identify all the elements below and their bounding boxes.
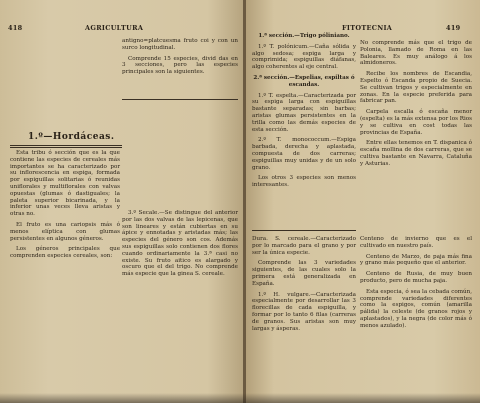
left-col-right-bottom	[122, 210, 238, 282]
paragraph: 3.º Secale.—Se distingue del anterior por las dos valvas de las lepicenas, que son lineares y están cubiertas en su ápice y ennotadas y aristadas más; las especies del género son cos. Además sus espiguillas solo contienen dos flores cuando ordinariamente la 3.ª casi no existe. Su fruto aitico es alargado y oscuro que el del trigo. No comprende más especie que la ginea S. cereale.	[122, 210, 238, 278]
paragraph: antigno=platcuesma fruto coi y con un surco longitudinal.	[122, 38, 238, 51]
paragraph: Comprende 15 especies, divid das en 3 secciones, pero las especies principales son la siguientes.	[122, 55, 238, 76]
left-col-right-top	[122, 38, 238, 80]
paragraph: Centeno de Marzo, de paja más fina y grano más pequeño que el anterior.	[360, 253, 472, 267]
left-col-left	[10, 150, 120, 264]
section-heading: 2.ª sección.—Espelias, espiltas ó escandas.	[253, 74, 355, 88]
right-col-b-bottom	[360, 236, 472, 334]
page-bottom-shadow	[0, 393, 480, 403]
right-page	[246, 0, 480, 403]
paragraph: Comprende las 3 variedades siguientes, de las cuales solo la primera está generalizada en España.	[252, 260, 356, 287]
paragraph: Los géneros principales que comprenden especies cereales, son:	[10, 246, 120, 260]
paragraph: Centeno de Rusia, de muy buen producto, pero de mucha paja.	[360, 271, 472, 284]
paragraph: 1.º T. espelta.—Caracterizada por su espiga larga con espiguillas bastante separadas; sin barbas; aristas glumas persistentes en la trilla como las demás especies de esta sección.	[252, 92, 356, 133]
column-rule	[252, 230, 356, 231]
paragraph: No comprende más que el trigo de Polonia, llamado de Roma en las Baleares. Es muy análogo á los almidoneros.	[360, 40, 472, 67]
paragraph: Centeno de invierno que es el cultivado en nuestro país.	[360, 236, 472, 249]
chapter-rule	[10, 145, 122, 148]
paragraph: 1.º H. vulgare.—Caracterizada especialmente por desarrollar las 3 florecillas de cada espiguilla, y formar por lo tanto 6 filas (carreras de granos. Sus aristas son muy largas y ásperas.	[252, 291, 356, 332]
right-col-a-bottom	[252, 236, 356, 336]
right-page-number: 419	[446, 24, 461, 32]
paragraph: El fruto es una cariopsis más ó menos elíptica con glumas persistentes en algunos géneros.	[10, 221, 120, 242]
paragraph: Recibe los nombres de Escandia, Espelto ó Escanda propio de Suecia. Se cultivan trigos y especialmente en zonas. En la especie preferida para fabricar pan.	[360, 71, 472, 105]
left-page-number: 418	[8, 24, 23, 32]
left-running-title: AGRICULTURA	[85, 24, 144, 32]
column-rule	[122, 99, 238, 100]
paragraph: Dura. S. cereale.—Caracterizado por lo marcado para el grano y por ser la única especie.	[252, 236, 356, 256]
paragraph: 2.º T. monococcum.—Espiga barbada, derecha y aplastada, compuesta de dos carreras; espiguillas muy unidas y de un solo grano.	[252, 137, 356, 171]
paragraph: Esta especia, ó sea la cebada común, comprende variedades diferentes como la espigos, común (amarilla pálida) la celeste (de granos rojos y aplastados), y la negra (de color más ó menos azulado).	[360, 288, 472, 329]
paragraph: Esta tribu ó sección que es la que contiene las especies de cereales más importantes se ha caracterizado por su inflorescencia en espiga, formada por espiguillas solitarias ó reunidas uniflorales y multiflorales con valvas opuestas (glumas ó dastiguales; la paleta superior bicarinada, y la inferior unas veces lleva aristas y otras no.	[10, 150, 120, 218]
chapter-title: 1.º—Hordáceas.	[28, 132, 115, 142]
right-running-title: FITOTECNIA	[342, 24, 393, 32]
paragraph: 1.º T. polónicum.—Caña sólida y algo sedosa; espiga larga y comprimida; espiguillas diáfanas, algo coherentes al eje central.	[252, 43, 356, 71]
paragraph: Los otros 3 especies son menos interesantes.	[252, 175, 356, 189]
right-col-b-top	[360, 40, 472, 172]
right-col-a-top	[252, 33, 356, 193]
paragraph: Carpela escalla ó escaña menor (espelta) es la más extensa por los Rios y se cultiva en cost todas las provincias de España.	[360, 109, 472, 136]
paragraph: Entre ellas tenemos en T. dispanica ó escaña mollina de dos carreras, que se cultiva bastante en Navarra, Cataluña y Asturias.	[360, 140, 472, 167]
section-heading: 1.ª sección.—Trigo póliniano.	[258, 33, 350, 39]
